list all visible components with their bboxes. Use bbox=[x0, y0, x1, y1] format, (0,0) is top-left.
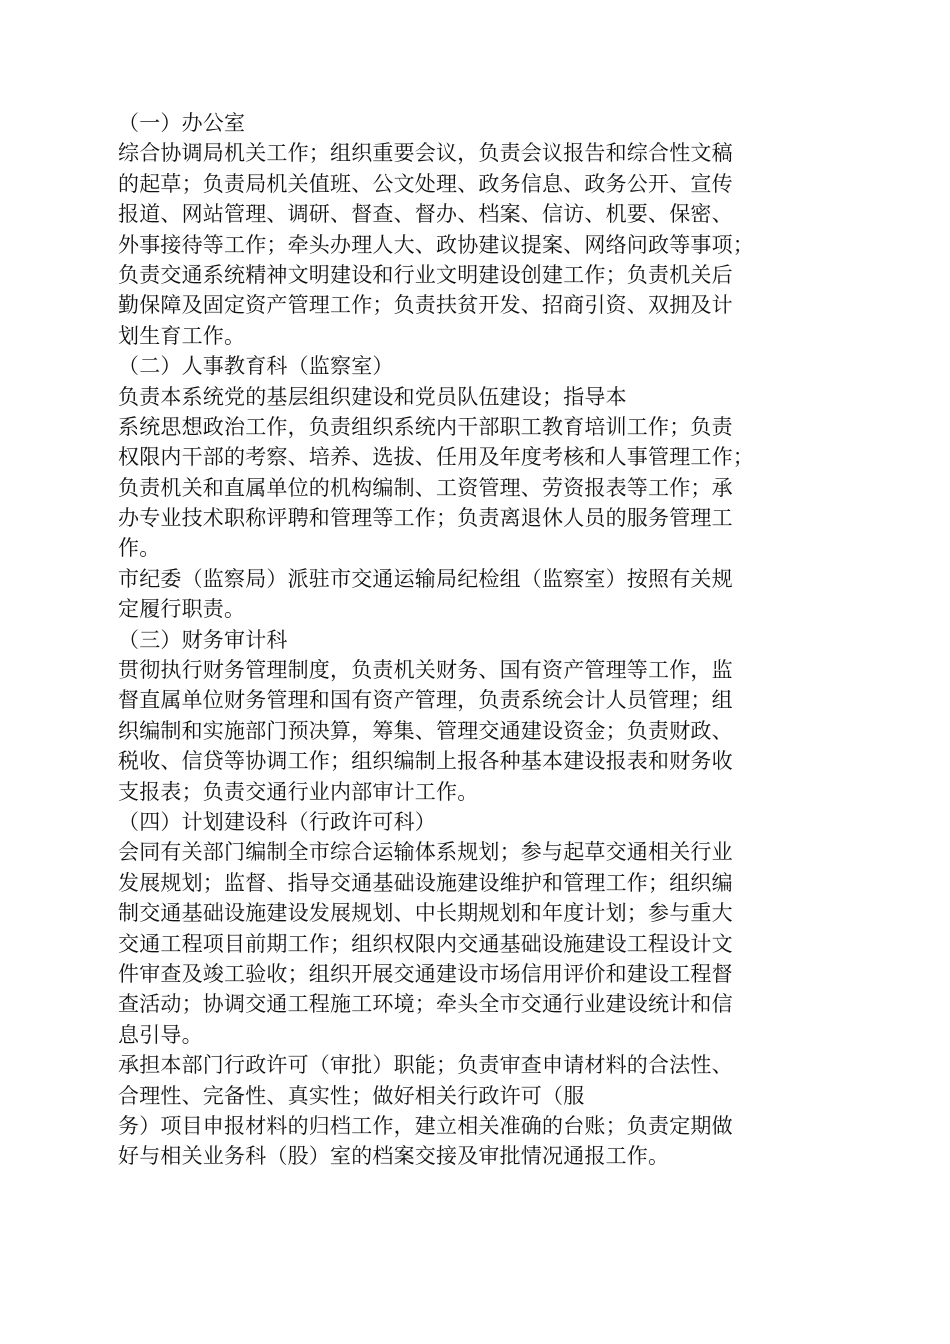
paragraph-line: 好与相关业务科（股）室的档案交接及审批情况通报工作。 bbox=[118, 1144, 670, 1169]
paragraph-line: 负责机关和直属单位的机构编制、工资管理、劳资报表等工作；承 bbox=[118, 475, 733, 500]
paragraph-line: 合理性、完备性、真实性；做好相关行政许可（服 bbox=[118, 1083, 585, 1108]
section-heading-personnel: （二）人事教育科（监察室） bbox=[118, 354, 394, 379]
paragraph-line: 贯彻执行财务管理制度，负责机关财务、国有资产管理等工作，监 bbox=[118, 658, 733, 683]
paragraph-line: 交通工程项目前期工作；组织权限内交通基础设施建设工程设计文 bbox=[118, 931, 733, 956]
paragraph-line: 综合协调局机关工作；组织重要会议，负责会议报告和综合性文稿 bbox=[118, 141, 733, 166]
paragraph-line: 负责本系统党的基层组织建设和党员队伍建设；指导本 bbox=[118, 384, 627, 409]
paragraph-line: 勤保障及固定资产管理工作；负责扶贫开发、招商引资、双拥及计 bbox=[118, 293, 733, 318]
paragraph-line: 查活动；协调交通工程施工环境；牵头全市交通行业建设统计和信 bbox=[118, 992, 733, 1017]
paragraph-line: 税收、信贷等协调工作；组织编制上报各种基本建设报表和财务收 bbox=[118, 749, 733, 774]
paragraph-line: 承担本部门行政许可（审批）职能；负责审查申请材料的合法性、 bbox=[118, 1053, 733, 1078]
paragraph-line: 外事接待等工作；牵头办理人大、政协建议提案、网络问政等事项； bbox=[118, 232, 754, 257]
document-body bbox=[118, 108, 848, 1172]
paragraph-line: 办专业技术职称评聘和管理等工作；负责离退休人员的服务管理工 bbox=[118, 506, 733, 531]
paragraph-line: 报道、网站管理、调研、督查、督办、档案、信访、机要、保密、 bbox=[118, 202, 733, 227]
section-heading-finance: （三）财务审计科 bbox=[118, 627, 288, 652]
paragraph-line: 制交通基础设施建设发展规划、中长期规划和年度计划；参与重大 bbox=[118, 901, 733, 926]
paragraph-line: 划生育工作。 bbox=[118, 323, 246, 348]
paragraph-line: 发展规划；监督、指导交通基础设施建设维护和管理工作；组织编 bbox=[118, 870, 733, 895]
paragraph-line: 市纪委（监察局）派驻市交通运输局纪检组（监察室）按照有关规 bbox=[118, 566, 733, 591]
paragraph-line: 权限内干部的考察、培养、选拔、任用及年度考核和人事管理工作； bbox=[118, 445, 754, 470]
paragraph-line: 会同有关部门编制全市综合运输体系规划；参与起草交通相关行业 bbox=[118, 840, 733, 865]
paragraph-line: 支报表；负责交通行业内部审计工作。 bbox=[118, 779, 479, 804]
paragraph-line: 务）项目申报材料的归档工作，建立相关准确的台账；负责定期做 bbox=[118, 1113, 733, 1138]
paragraph-line: 织编制和实施部门预决算，筹集、管理交通建设资金；负责财政、 bbox=[118, 718, 733, 743]
paragraph-line: 的起草；负责局机关值班、公文处理、政务信息、政务公开、宣传 bbox=[118, 171, 733, 196]
paragraph-line: 系统思想政治工作，负责组织系统内干部职工教育培训工作；负责 bbox=[118, 414, 733, 439]
section-heading-planning: （四）计划建设科（行政许可科） bbox=[118, 809, 436, 834]
paragraph-line: 定履行职责。 bbox=[118, 597, 246, 622]
paragraph-line: 息引导。 bbox=[118, 1022, 203, 1047]
paragraph-line: 负责交通系统精神文明建设和行业文明建设创建工作；负责机关后 bbox=[118, 262, 733, 287]
section-heading-office: （一）办公室 bbox=[118, 111, 246, 135]
paragraph-line: 督直属单位财务管理和国有资产管理，负责系统会计人员管理；组 bbox=[118, 688, 733, 713]
paragraph-line: 件审查及竣工验收；组织开展交通建设市场信用评价和建设工程督 bbox=[118, 961, 733, 986]
paragraph-line: 作。 bbox=[118, 536, 161, 561]
